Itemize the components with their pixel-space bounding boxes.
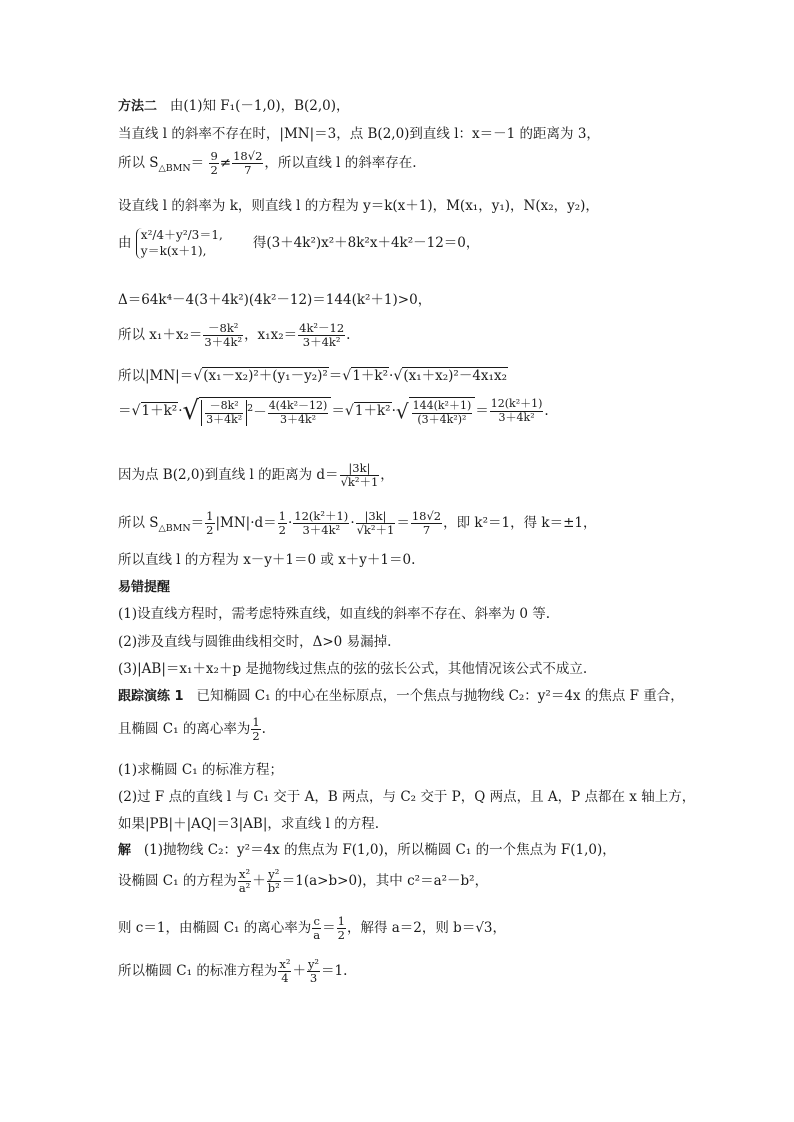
vieta-sum-fraction: $\frac{\text{－8k²}}{\text{3＋4k²}}$: [204, 321, 243, 350]
area-check-suffix: ，所以直线 l 的斜率存在.: [264, 155, 417, 172]
tip-item-1: (1)设直线方程时，需考虑特殊直线，如直线的斜率不存在、斜率为 0 等.: [118, 606, 551, 622]
distance-fraction: $\frac{|3k|}{\text{√k²＋1}}$: [340, 461, 379, 490]
practice-stem2-prefix: 且椭圆 C₁ 的离心率为: [118, 721, 251, 738]
area-end: ，即 k²＝1，得 k＝±1，: [443, 515, 597, 532]
system-result: 得(3＋4k²)x²＋8k²x＋4k²－12＝0，: [252, 235, 480, 252]
system-line: [118, 228, 764, 259]
area-check-eq: ＝: [190, 155, 205, 172]
system-row-1: x²/4＋y²/3＝1,: [140, 228, 223, 242]
solution-step-2-end: ＝1(a>b>0)，其中 c²＝a²－b²，: [281, 873, 489, 890]
tip-item-3: (3)|AB|＝x₁＋x₂＋p 是抛物线过焦点的弦的弦长公式，其他情况该公式不成立.: [118, 661, 588, 677]
half-fraction: $\frac{1}{2}$: [337, 914, 345, 943]
chord-root-3: (x₁＋x₂)²－4x₁x₂: [403, 368, 507, 384]
expansion-root-3: $\frac{\text{144(k²＋1)}}{\text{(3＋4k²)²}}$: [409, 397, 476, 426]
area-eq: ＝: [190, 515, 205, 532]
practice-question-2b: 如果|PB|＋|AQ|＝3|AB|，求直线 l 的方程.: [118, 816, 380, 832]
distance-prefix: 因为点 B(2,0)到直线 l 的距离为 d＝: [118, 467, 339, 484]
practice-stem-line-2: [118, 716, 764, 743]
vieta-product-fraction: $\frac{\text{4k²－12}}{\text{3＋4k²}}$: [299, 321, 345, 350]
chord-root-1: (x₁－x₂)²＋(y₁－y₂)²: [203, 368, 328, 384]
vieta-line: [118, 322, 764, 349]
set-line-equation: 设直线 l 的斜率为 k，则直线 l 的方程为 y＝k(x＋1)，M(x₁，y₁)，N(x₂，y₂)，: [118, 198, 599, 214]
practice-question-1: (1)求椭圆 C₁ 的标准方程；: [118, 762, 283, 778]
tips-heading: 易错提醒: [118, 580, 171, 595]
practice-stem-line: [118, 688, 764, 705]
practice-question-2: (2)过 F 点的直线 l 与 C₁ 交于 A，B 两点，与 C₂ 交于 P，Q 两点，且 A，P 点都在 x 轴上方，: [118, 789, 696, 805]
area-line: [118, 510, 764, 537]
solution-step-3-prefix: 则 c＝1，由椭圆 C₁ 的离心率为: [118, 920, 312, 937]
discriminant-line: Δ＝64k⁴－4(3＋4k²)(4k²－12)＝144(k²＋1)>0，: [118, 292, 432, 308]
expansion-prefix: ＝: [118, 403, 132, 420]
expansion-result: $\frac{\text{12(k²＋1)}}{\text{3＋4k²}}$: [490, 397, 543, 425]
solution-step-4-prefix: 所以椭圆 C₁ 的标准方程为: [118, 963, 278, 980]
slope-undefined-line: 当直线 l 的斜率不存在时，|MN|＝3，点 B(2,0)到直线 l：x＝－1 的距离为 3，: [118, 126, 600, 142]
area-half-2: $\frac{1}{2}$: [278, 509, 286, 538]
area-check-sub: △BMN: [158, 162, 191, 174]
area-frac-1: $\frac{\text{12(k²＋1)}}{\text{3＋4k²}}$: [294, 509, 349, 538]
chord-root-2: 1＋k²: [352, 368, 389, 384]
solution-step-4-end: ＝1.: [321, 963, 348, 980]
area-check-prefix: 所以 S: [118, 155, 159, 172]
vieta-mid: ，x₁x₂＝: [244, 327, 298, 344]
area-sub: △BMN: [158, 522, 191, 534]
chord-length-line: 所以|MN|＝√(x₁－x₂)²＋(y₁－y₂)²＝√1＋k²·√(x₁＋x₂)²－4x₁x₂: [118, 368, 507, 384]
method2-intro-line: [118, 98, 764, 115]
area-dot-2: ·: [350, 515, 355, 532]
fraction-9-2: $\frac{9}{2}$: [210, 149, 218, 178]
area-frac-2: $\frac{|3k|}{\text{√k²＋1}}$: [356, 509, 395, 538]
solution-step-1: (1)抛物线 C₂：y²＝4x 的焦点为 F(1,0)，所以椭圆 C₁ 的一个焦点为 F(1,0)，: [143, 842, 616, 858]
method2-label: 方法二: [118, 99, 158, 114]
area-prefix: 所以 S: [118, 515, 159, 532]
std-frac-y: $\frac{\text{y²}}{3}$: [307, 957, 320, 986]
expansion-dot-2: ·: [391, 403, 396, 420]
equation-system: [136, 228, 223, 259]
practice-stem: 已知椭圆 C₁ 的中心在坐标原点，一个焦点与抛物线 C₂：y²＝4x 的焦点 F 重合，: [196, 688, 684, 704]
chord-prefix: 所以|MN|＝: [118, 368, 194, 384]
solution-line-1: [118, 842, 764, 859]
chord-eq: ＝: [328, 368, 343, 384]
solution-step-3-end: ，解得 a＝2，则 b＝√3，: [346, 920, 507, 937]
chord-length-expansion: ＝√1＋k²·√ $\frac{\text{－8k²}}{\text{3＋4k²}}$ $^2$－ $\frac{\text{4(4k²－12)}}{\text{3＋4k²}}$ ＝√1＋k²·√ $\frac{\text{144(k²＋1)}}{\text{(3＋4k²)²}}$ ＝ $\frac{\text{12(k²＋1)}}{\text{3＋4k²}}$ .: [118, 396, 549, 426]
method2-intro: 由(1)知 F₁(－1,0)，B(2,0)，: [169, 98, 350, 114]
solution-line-4: [118, 958, 764, 985]
ellipse-plus: ＋: [252, 873, 266, 890]
area-frac-3: $\frac{18√2}{7}$: [411, 509, 442, 538]
chord-dot: ·: [389, 368, 394, 384]
area-dot-1: ·: [288, 515, 293, 532]
system-row-2: y＝k(x＋1),: [140, 243, 207, 258]
solution-label: 解: [118, 843, 132, 858]
std-plus: ＋: [292, 963, 306, 980]
area-check-line: [118, 150, 764, 177]
expansion-eq-2: ＝: [475, 403, 489, 420]
area-half: $\frac{1}{2}$: [206, 509, 214, 538]
expansion-dot: ·: [178, 403, 183, 420]
tip-item-2: (2)涉及直线与圆锥曲线相交时，Δ>0 易漏掉.: [118, 634, 392, 650]
practice-stem2-end: .: [261, 721, 266, 738]
vieta-prefix: 所以 x₁＋x₂＝: [118, 327, 203, 344]
conclusion-line: 所以直线 l 的方程为 x－y＋1＝0 或 x＋y＋1＝0.: [118, 552, 416, 568]
distance-end: ，: [380, 467, 394, 484]
solution-line-2: [118, 868, 764, 895]
ca-fraction: $\frac{c}{a}$: [313, 914, 321, 943]
eccentricity-fraction: $\frac{1}{2}$: [252, 715, 260, 744]
fraction-18sqrt2-7: $\frac{18√2}{7}$: [233, 149, 263, 178]
system-prefix: 由: [118, 235, 132, 252]
solution-step-3-eq: ＝: [322, 920, 336, 937]
solution-step-2-prefix: 设椭圆 C₁ 的方程为: [118, 873, 237, 890]
std-frac-x: $\frac{\text{x²}}{4}$: [279, 957, 291, 986]
ellipse-frac-y: $\frac{\text{y²}}{\text{b²}}$: [267, 867, 280, 896]
practice-label: 跟踪演练 1: [118, 689, 184, 704]
solution-line-3: [118, 915, 764, 942]
not-equal: ≠: [219, 155, 232, 172]
area-mid: |MN|·d＝: [215, 515, 277, 532]
area-eq-2: ＝: [396, 515, 410, 532]
expansion-big-root: $\frac{\text{－8k²}}{\text{3＋4k²}}$ $^2$－ $\frac{\text{4(4k²－12)}}{\text{3＋4k²}}$: [199, 397, 331, 426]
expansion-end: .: [544, 403, 549, 420]
vieta-end: .: [346, 327, 351, 344]
expansion-eq-1: ＝: [331, 403, 345, 420]
expansion-root-2: 1＋k²: [354, 403, 391, 420]
expansion-root-1: 1＋k²: [141, 403, 178, 420]
ellipse-frac-x: $\frac{\text{x²}}{\text{a²}}$: [238, 867, 251, 896]
distance-line: [118, 462, 764, 489]
